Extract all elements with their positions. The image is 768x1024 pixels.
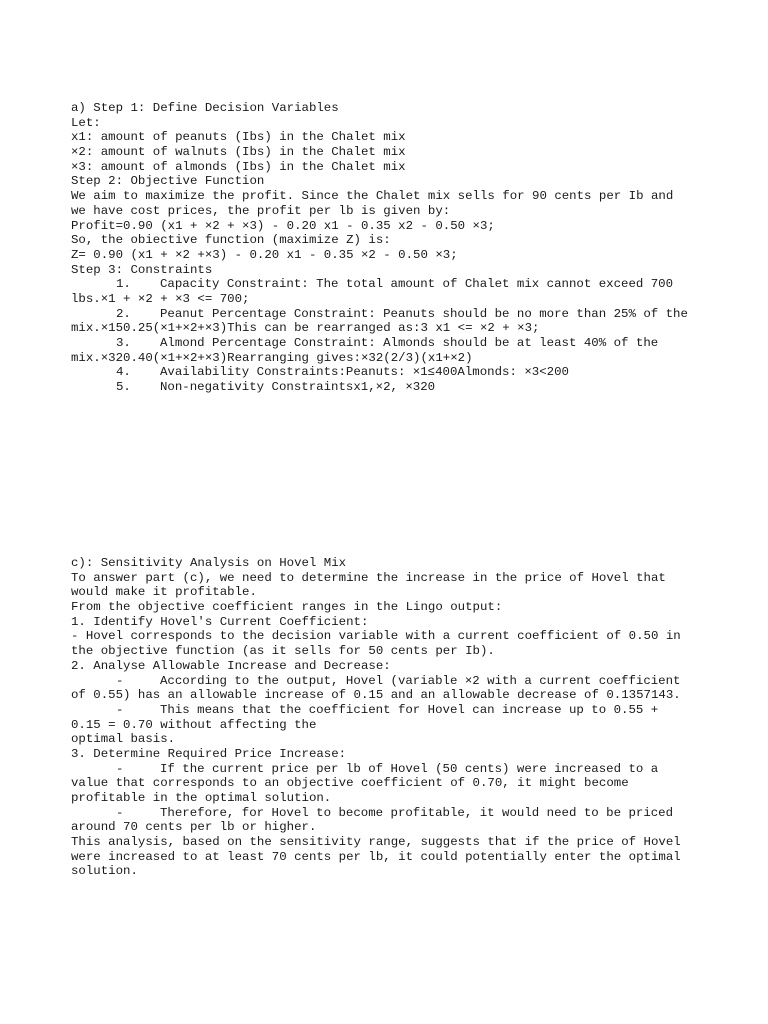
text-line: would make it profitable.: [71, 585, 257, 600]
text-line: the objective function (as it sells for 50 cents per Ib).: [71, 644, 495, 659]
text-line: This analysis, based on the sensitivity range, suggests that if the price of Hovel: [71, 835, 681, 850]
list-item-text: Non-negativity Constraintsx1,×2, ×320: [160, 380, 436, 395]
list-number: 2.: [116, 306, 131, 321]
text-line: we have cost prices, the profit per lb is given by:: [71, 203, 451, 218]
list-item-continuation: lbs.×1 + ×2 + ×3 <= 700;: [71, 291, 250, 306]
bullet-continuation: optimal basis.: [71, 732, 176, 747]
profit-equation: Profit=0.90 (x1 + ×2 + ×3) - 0.20 x1 - 0.35 x2 - 0.50 ×3;: [71, 218, 495, 233]
step-3-heading: Step 3: Constraints: [71, 262, 213, 277]
text-line: solution.: [71, 864, 138, 879]
bullet-text: This means that the coefficient for Hovel can increase up to 0.55 +: [160, 702, 659, 717]
list-item: [71, 277, 701, 292]
variable-definition-x1: x1: amount of peanuts (Ibs) in the Chalet mix: [71, 130, 406, 145]
list-item: [71, 307, 701, 322]
bullet-dash: -: [116, 761, 124, 776]
list-number: 1.: [116, 277, 131, 292]
bullet-continuation: 0.15 = 0.70 without affecting the: [71, 717, 317, 732]
list-item-continuation: mix.×150.25(×1+×2+×3)This can be rearranged as:3 x1 <= ×2 + ×3;: [71, 321, 540, 336]
variable-definition-x2: ×2: amount of walnuts (Ibs) in the Chalet mix: [71, 145, 406, 160]
text-line: To answer part (c), we need to determine the increase in the price of Hovel that: [71, 570, 666, 585]
objective-equation: Z= 0.90 (x1 + ×2 +×3) - 0.20 x1 - 0.35 ×2 - 0.50 ×3;: [71, 247, 458, 262]
list-item-text: Peanut Percentage Constraint: Peanuts should be no more than 25% of the: [160, 306, 688, 321]
list-item-text: Availability Constraints:Peanuts: ×1≤400Almonds: ×3<200: [160, 365, 569, 380]
part-c-section: [71, 556, 701, 879]
variable-definition-x3: ×3: amount of almonds (Ibs) in the Chalet mix: [71, 159, 406, 174]
list-item-text: Capacity Constraint: The total amount of Chalet mix cannot exceed 700: [160, 277, 674, 292]
text-line: Let:: [71, 115, 101, 130]
bullet-dash: -: [116, 702, 124, 717]
bullet-continuation: value that corresponds to an objective coefficient of 0.70, it might become: [71, 776, 629, 791]
subheading: 3. Determine Required Price Increase:: [71, 746, 347, 761]
list-number: 4.: [116, 365, 131, 380]
bullet-continuation: of 0.55) has an allowable increase of 0.15 and an allowable decrease of 0.1357143.: [71, 688, 681, 703]
list-item-text: Almond Percentage Constraint: Almonds should be at least 40% of the: [160, 336, 659, 350]
text-line: From the objective coefficient ranges in the Lingo output:: [71, 600, 503, 615]
list-number: 3.: [116, 336, 131, 350]
bullet-text: Therefore, for Hovel to become profitable, it would need to be priced: [160, 805, 674, 820]
part-a-heading: a) Step 1: Define Decision Variables: [71, 101, 339, 115]
list-item: [71, 336, 701, 351]
bullet-continuation: around 70 cents per lb or higher.: [71, 820, 317, 835]
bullet-continuation: profitable in the optimal solution.: [71, 791, 332, 805]
bullet-text: If the current price per lb of Hovel (50 cents) were increased to a: [160, 761, 659, 776]
part-c-heading: c): Sensitivity Analysis on Hovel Mix: [71, 556, 347, 570]
list-number: 5.: [116, 380, 131, 395]
list-item: [71, 380, 701, 395]
subheading: 1. Identify Hovel's Current Coefficient:: [71, 614, 369, 629]
bullet-item: [71, 762, 701, 777]
text-line: So, the obiective function (maximize Z) is:: [71, 233, 391, 248]
subheading: 2. Analyse Allowable Increase and Decrease:: [71, 658, 391, 673]
bullet-dash: -: [116, 673, 124, 688]
bullet-item: [71, 806, 701, 821]
list-item-continuation: mix.×320.40(×1+×2+×3)Rearranging gives:×32(2/3)(x1+×2): [71, 350, 473, 365]
constraints-list: [71, 277, 701, 395]
text-line: were increased to at least 70 cents per lb, it could potentially enter the optimal: [71, 849, 681, 864]
bullet-text: According to the output, Hovel (variable ×2 with a current coefficient: [160, 673, 681, 688]
part-a-section: [71, 101, 701, 395]
text-line: We aim to maximize the profit. Since the Chalet mix sells for 90 cents per Ib and: [71, 189, 674, 204]
text-line: - Hovel corresponds to the decision variable with a current coefficient of 0.50 in: [71, 629, 681, 644]
step-2-heading: Step 2: Objective Function: [71, 174, 265, 189]
bullet-item: [71, 703, 701, 718]
bullet-dash: -: [116, 805, 124, 820]
list-item: [71, 365, 701, 380]
bullet-item: [71, 674, 701, 689]
